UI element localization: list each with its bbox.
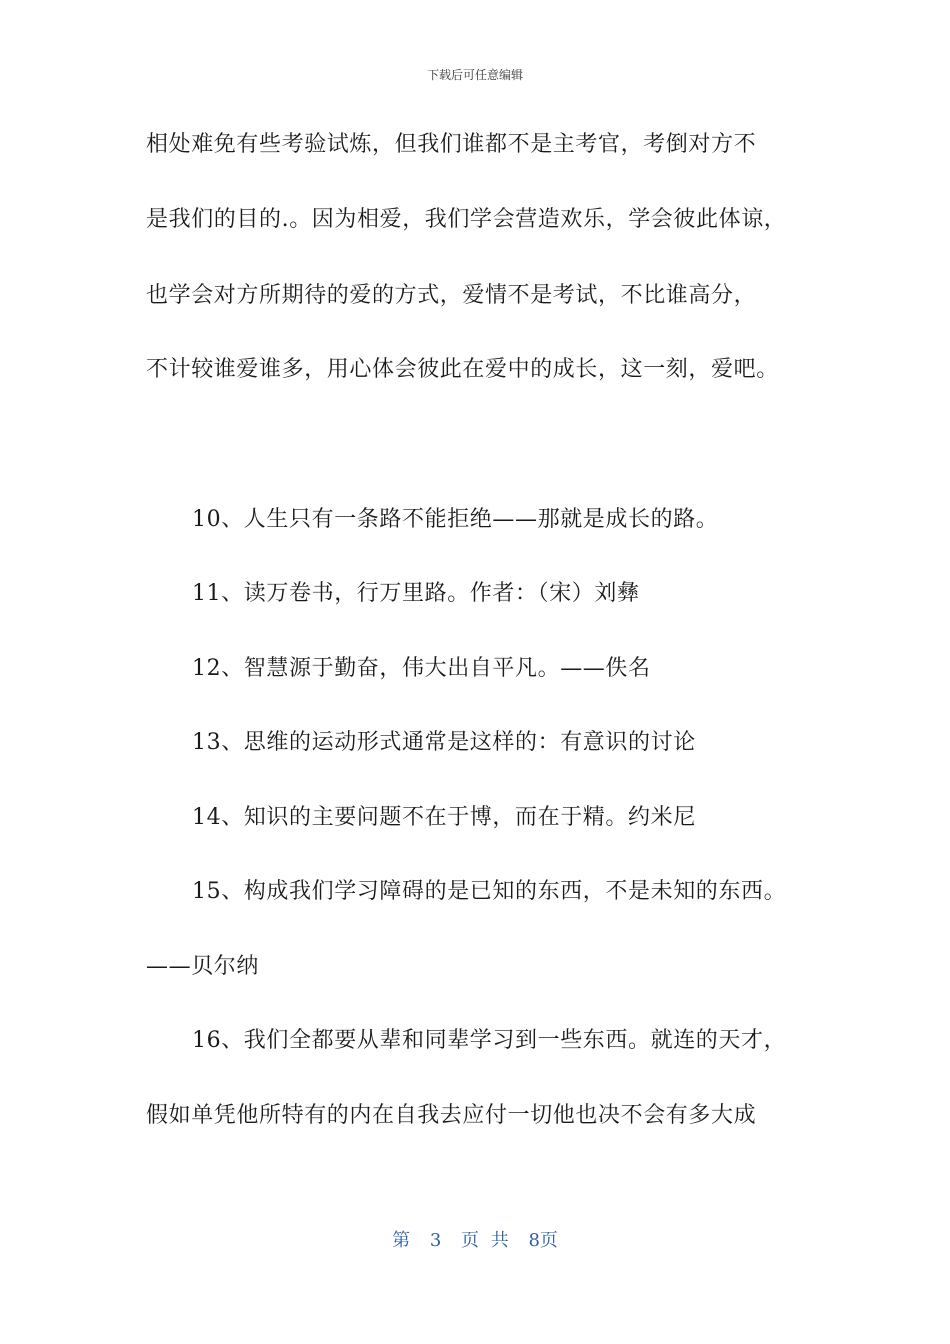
footer-label-of: 页 共 [461,1230,509,1251]
quote-line: 13、思维的运动形式通常是这样的：有意识的讨论 [192,730,696,755]
paragraph-line: 相处难免有些考验试炼，但我们谁都不是主考官，考倒对方不 [146,132,757,157]
paragraph-line: 也学会对方所期待的爱的方式，爱情不是考试，不比谁高分， [146,283,757,308]
quote-line: 14、知识的主要问题不在于博，而在于精。约米尼 [192,805,696,830]
page-header: 下载后可任意编辑 [426,68,523,82]
quote-line: 15、构成我们学习障碍的是已知的东西，不是未知的东西。 [192,879,787,904]
paragraph-line: 是我们的目的.。因为相爱，我们学会营造欢乐，学会彼此体谅， [146,207,787,232]
footer-total-pages: 8页 [528,1230,558,1251]
quote-line: 10、人生只有一条路不能拒绝——那就是成长的路。 [192,507,719,532]
footer-current-page: 3 [429,1230,442,1251]
quote-line: 12、智慧源于勤奋，伟大出自平凡。——佚名 [192,656,651,681]
quote-line: 11、读万卷书，行万里路。作者：（宋）刘彝 [192,581,640,606]
quote-attribution: ——贝尔纳 [146,954,260,979]
quote-line: 16、我们全都要从辈和同辈学习到一些东西。就连的天才， [192,1028,787,1053]
footer-label-page: 第 [392,1230,411,1251]
quote-line: 假如单凭他所特有的内在自我去应付一切他也决不会有多大成 [146,1103,757,1128]
page-footer [0,1226,950,1252]
paragraph-line: 不计较谁爱谁多，用心体会彼此在爱中的成长，这一刻，爱吧。 [146,357,779,382]
